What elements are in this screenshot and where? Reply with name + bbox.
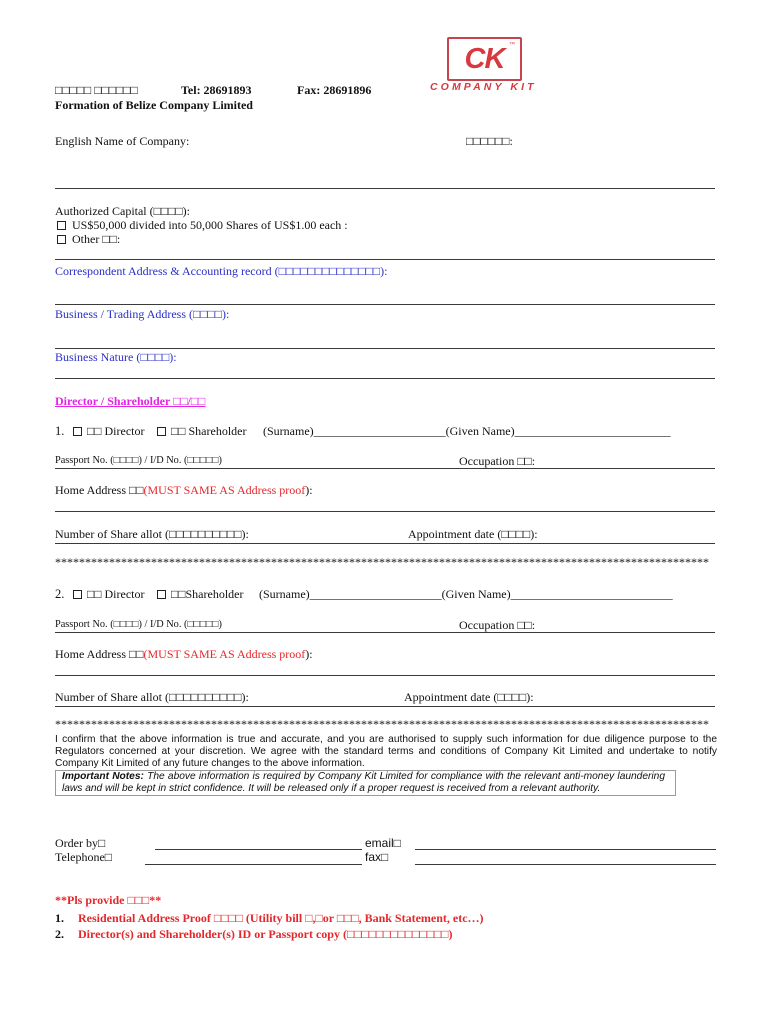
- director-1-director-checkbox[interactable]: [73, 427, 82, 436]
- director-1-passport-label: Passport No. (□□□□) / I/D No. (□□□□□): [55, 455, 222, 466]
- requirement-1-number: 1.: [55, 911, 64, 925]
- director-shareholder-heading: Director / Shareholder □□/□□: [55, 394, 206, 408]
- order-by-label: Order by□: [55, 836, 106, 850]
- director-1-shareholder-label: □□ Shareholder: [171, 424, 247, 438]
- director-1-share-allot-label: Number of Share allot (□□□□□□□□□□):: [55, 527, 249, 541]
- director-1-share-appointment-field[interactable]: [55, 543, 715, 544]
- director-2-home-address-label: [55, 647, 313, 661]
- director-2-occupation-label: Occupation □□:: [459, 618, 536, 632]
- director-1-director-label: □□ Director: [87, 424, 145, 438]
- home-address-text: Home Address □□: [55, 483, 144, 497]
- order-by-field[interactable]: [155, 849, 362, 850]
- important-notes-text: The above information is required by Company Kit Limited for compliance with the relevant anti-money laundering laws and will be kept in strict confidence. It will be released only if a proper request is received from a relevant authority.: [62, 771, 666, 794]
- logo-wordmark: COMPANY KIT: [430, 81, 537, 93]
- director-2-share-allot-label: Number of Share allot (□□□□□□□□□□):: [55, 690, 249, 704]
- telephone-number: Tel: 28691893: [181, 83, 252, 97]
- director-2-home-address-field[interactable]: [55, 675, 715, 676]
- correspondent-address-label: Correspondent Address & Accounting record (□□□□□□□□□□□□□□):: [55, 264, 388, 278]
- telephone-label: Telephone□: [55, 850, 113, 864]
- requirement-2-text: Director(s) and Shareholder(s) ID or Passport copy (□□□□□□□□□□□□□□): [78, 927, 453, 941]
- director-1-home-address-label: [55, 483, 313, 497]
- director-1-home-address-field[interactable]: [55, 511, 715, 512]
- home-address-text: Home Address □□: [55, 647, 144, 661]
- standard-capital-label: US$50,000 divided into 50,000 Shares of US$1.00 each :: [72, 218, 348, 232]
- important-notes-box: [55, 770, 676, 796]
- director-1-occupation-label: Occupation □□:: [459, 454, 536, 468]
- telephone-field[interactable]: [145, 864, 362, 865]
- director-2-director-label: □□ Director: [87, 587, 145, 601]
- director-2-appointment-date-label: Appointment date (□□□□):: [404, 690, 534, 704]
- other-capital-checkbox[interactable]: [57, 235, 66, 244]
- home-address-requirement: (MUST SAME AS Address proof: [143, 647, 306, 661]
- requirement-2-number: 2.: [55, 927, 64, 941]
- director-1-shareholder-checkbox[interactable]: [157, 427, 166, 436]
- separator-line: *************************************************************************************************************: [55, 717, 709, 731]
- business-nature-field[interactable]: [55, 378, 715, 379]
- important-notes-label: Important Notes:: [62, 771, 144, 782]
- company-chinese-name: □□□□□ □□□□□□: [55, 83, 138, 97]
- director-2-passport-occupation-field[interactable]: [55, 632, 715, 633]
- logo-mark: CK: [464, 43, 505, 75]
- home-address-end: ):: [305, 483, 313, 497]
- director-2-passport-label: Passport No. (□□□□) / I/D No. (□□□□□): [55, 619, 222, 630]
- home-address-end: ):: [305, 647, 313, 661]
- director-2-shareholder-label: □□Shareholder: [171, 587, 244, 601]
- director-2-name-fields[interactable]: (Surname)______________________(Given Name)___________________________: [259, 587, 673, 601]
- fax-number: Fax: 28691896: [297, 83, 372, 97]
- company-kit-logo: [447, 37, 522, 81]
- director-1-number: 1.: [55, 424, 65, 438]
- other-capital-label: Other □□:: [72, 232, 121, 246]
- english-name-label: English Name of Company:: [55, 134, 190, 148]
- trademark-symbol: ™: [509, 42, 515, 48]
- business-address-field[interactable]: [55, 348, 715, 349]
- declaration-paragraph: I confirm that the above information is true and accurate, and you are authorised to supply such information for due diligence purpose to the Regulators concerned at your discretion. We agree with the standard terms and conditions of Company Kit Limited and undertake to notify Company Kit Limited of any future changes to the above information.: [55, 734, 717, 769]
- director-2-share-appointment-field[interactable]: [55, 706, 715, 707]
- company-name-field[interactable]: [55, 188, 715, 189]
- fax-field[interactable]: [415, 864, 716, 865]
- other-capital-field[interactable]: [55, 259, 715, 260]
- chinese-name-label: □□□□□□:: [466, 134, 513, 148]
- director-1-passport-occupation-field[interactable]: [55, 468, 715, 469]
- director-1-appointment-date-label: Appointment date (□□□□):: [408, 527, 538, 541]
- separator-line: *************************************************************************************************************: [55, 555, 709, 569]
- email-label: email□: [365, 836, 401, 850]
- fax-label: fax□: [365, 850, 389, 864]
- email-field[interactable]: [415, 849, 716, 850]
- correspondent-address-field[interactable]: [55, 304, 715, 305]
- director-2-number: 2.: [55, 587, 65, 601]
- director-2-director-checkbox[interactable]: [73, 590, 82, 599]
- business-nature-label: Business Nature (□□□□):: [55, 350, 177, 364]
- director-1-name-fields[interactable]: (Surname)______________________(Given Name)__________________________: [263, 424, 671, 438]
- form-title: Formation of Belize Company Limited: [55, 98, 253, 112]
- requirements-heading: **Pls provide □□□**: [55, 893, 162, 907]
- business-address-label: Business / Trading Address (□□□□):: [55, 307, 230, 321]
- director-2-shareholder-checkbox[interactable]: [157, 590, 166, 599]
- authorized-capital-label: Authorized Capital (□□□□):: [55, 204, 190, 218]
- requirement-1-text: Residential Address Proof □□□□ (Utility bill □,□or □□□, Bank Statement, etc…): [78, 911, 484, 925]
- standard-capital-checkbox[interactable]: [57, 221, 66, 230]
- home-address-requirement: (MUST SAME AS Address proof: [143, 483, 306, 497]
